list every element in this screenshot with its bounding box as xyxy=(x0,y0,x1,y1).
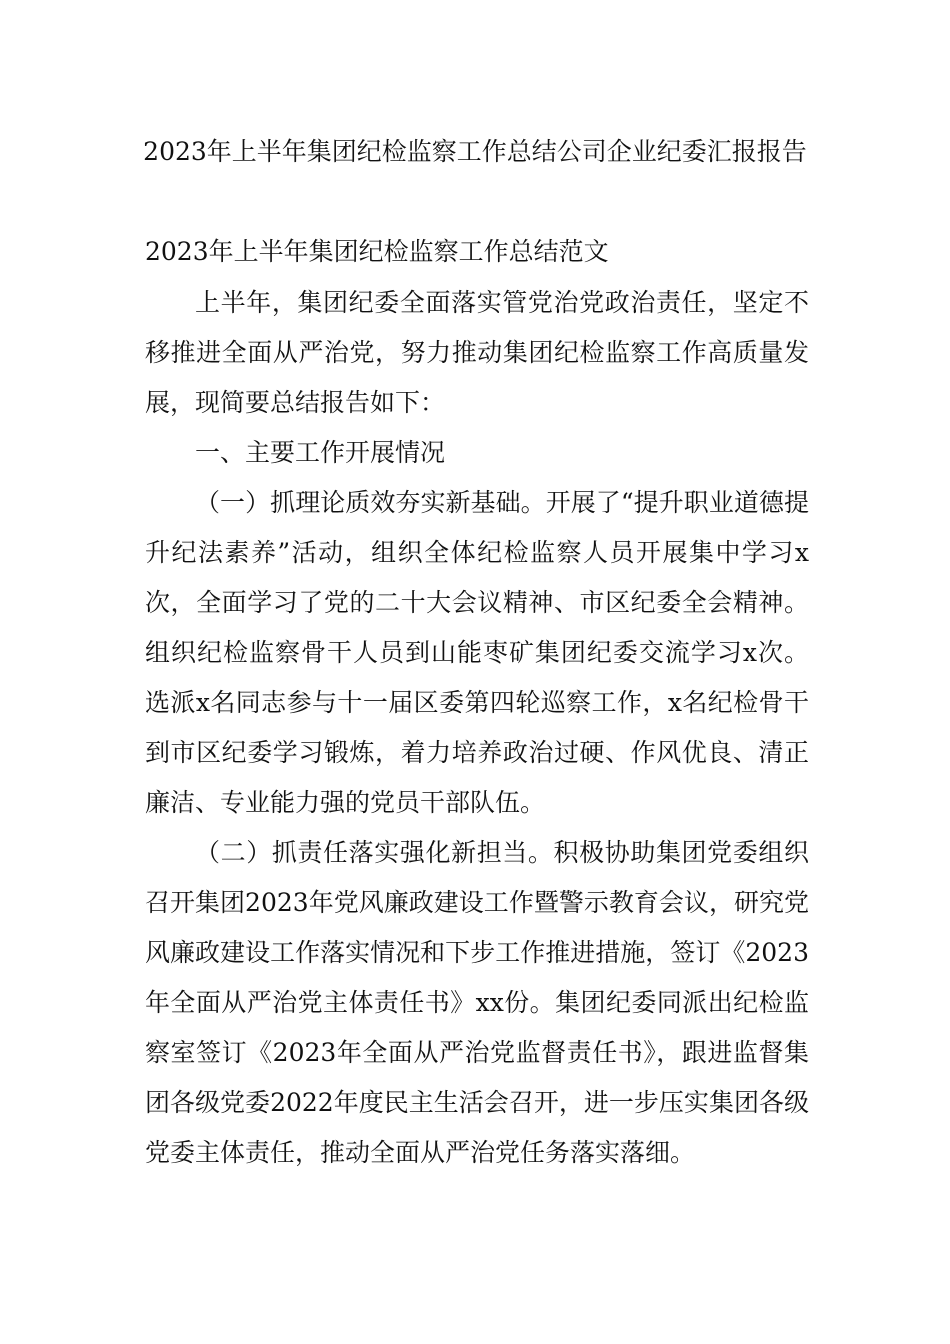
document-subtitle: 2023年上半年集团纪检监察工作总结范文 xyxy=(145,237,609,266)
intro-paragraph: 上半年，集团纪委全面落实管党治党政治责任，坚定不移推进全面从严治党，努力推动集团纪检监察工作高质量发展，现简要总结报告如下： xyxy=(145,288,809,417)
document-body xyxy=(145,278,809,1178)
section-heading-main-work: 一、主要工作开展情况 xyxy=(195,438,446,467)
paragraph-theory: （一）抓理论质效夯实新基础。开展了“提升职业道德提升纪法素养”活动，组织全体纪检监察人员开展集中学习x次，全面学习了党的二十大会议精神、市区纪委全会精神。组织纪检监察骨干人员到山能枣矿集团纪委交流学习x次。选派x名同志参与十一届区委第四轮巡察工作，x名纪检骨干到市区纪委学习锻炼，着力培养政治过硬、作风优良、清正廉洁、专业能力强的党员干部队伍。 xyxy=(145,488,809,817)
paragraph-responsibility: （二）抓责任落实强化新担当。积极协助集团党委组织召开集团2023年党风廉政建设工作暨警示教育会议，研究党风廉政建设工作落实情况和下步工作推进措施，签订《2023年全面从严治党主体责任书》xx份。集团纪委同派出纪检监察室签订《2023年全面从严治党监督责任书》，跟进监督集团各级党委2022年度民主生活会召开，进一步压实集团各级党委主体责任，推动全面从严治党任务落实落细。 xyxy=(145,838,809,1167)
document-title: 2023年上半年集团纪检监察工作总结公司企业纪委汇报报告 xyxy=(143,137,807,166)
